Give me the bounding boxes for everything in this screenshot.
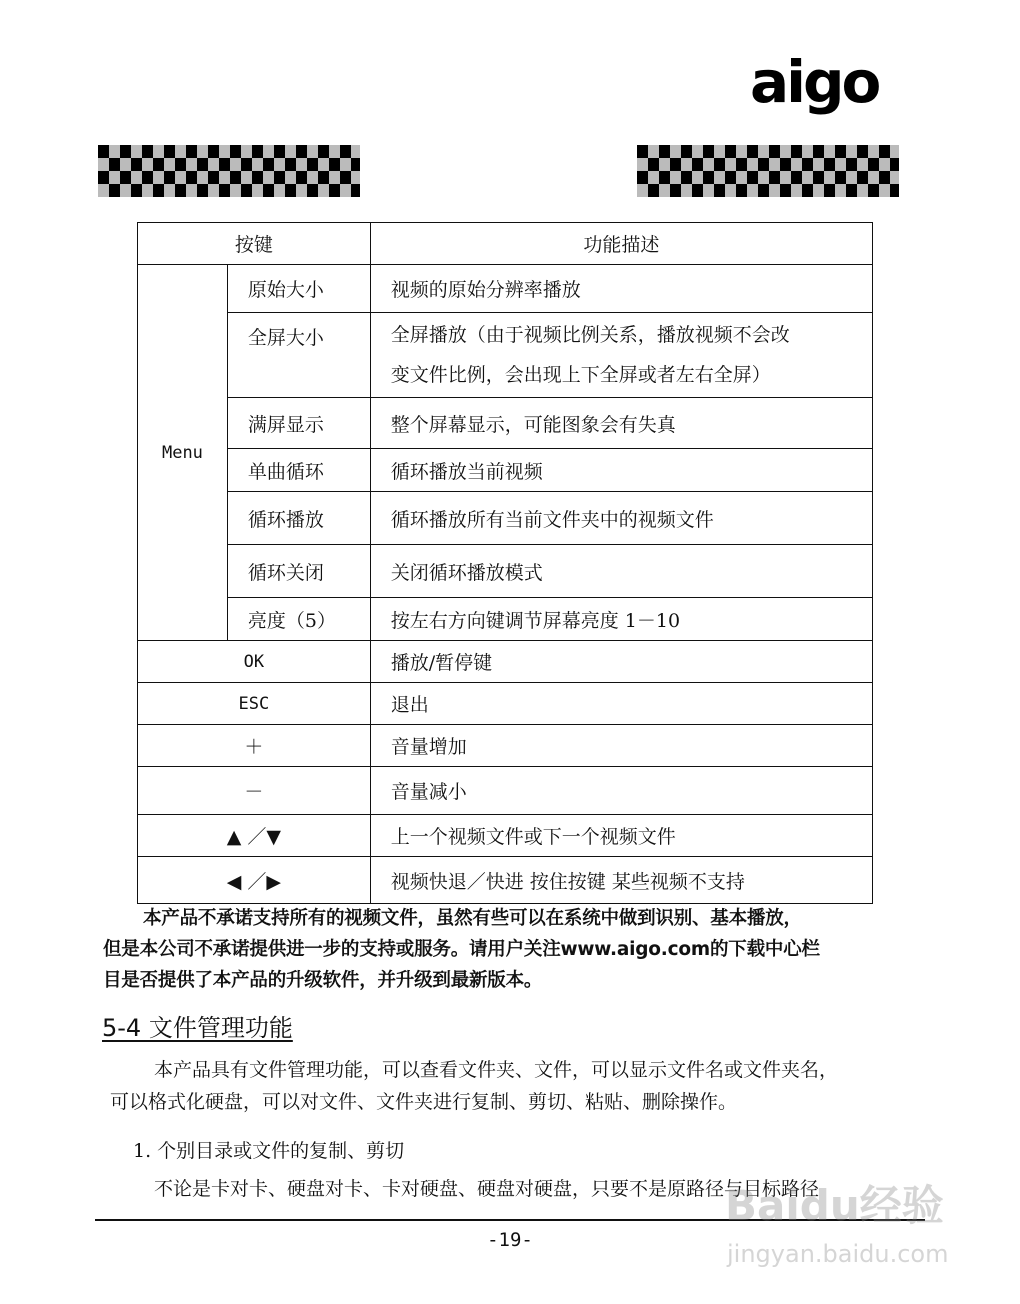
key-label: ＋: [138, 725, 371, 767]
header-key: 按键: [138, 223, 371, 265]
table-row: [138, 641, 873, 683]
menu-option: 亮度（5）: [227, 598, 370, 641]
key-desc: 上一个视频文件或下一个视频文件: [370, 815, 872, 857]
page-number: -19-: [487, 1229, 533, 1251]
menu-option: 单曲循环: [227, 449, 370, 492]
key-label: OK: [138, 641, 371, 683]
table-row: [138, 683, 873, 725]
key-label: ▲ ／▼: [138, 815, 371, 857]
key-desc: 音量减小: [370, 767, 872, 815]
table-row: [138, 767, 873, 815]
watermark-title: Baidu经验: [725, 1181, 944, 1230]
key-label: －: [138, 767, 371, 815]
menu-desc: 循环播放当前视频: [370, 449, 872, 492]
section-paragraph: [110, 1054, 925, 1118]
table-row: [138, 398, 873, 449]
section-paragraph: 不论是卡对卡、硬盘对卡、卡对硬盘、硬盘对硬盘，只要不是原路径与目标路径: [154, 1178, 820, 1200]
key-label: ESC: [138, 683, 371, 725]
table-row: [138, 449, 873, 492]
table-row: [138, 598, 873, 641]
menu-desc-line: 全屏播放（由于视频比例关系，播放视频不会改: [390, 324, 790, 346]
table-row: [138, 313, 873, 398]
baidu-watermark: [715, 1150, 965, 1280]
key-desc: 视频快退／快进 按住按键 某些视频不支持: [370, 857, 872, 904]
table-row: [138, 815, 873, 857]
menu-option: 循环播放: [227, 492, 370, 545]
key-function-table: [137, 222, 873, 904]
menu-option: 全屏大小: [227, 313, 370, 398]
table-row: [138, 265, 873, 313]
aigo-logo: [750, 52, 890, 138]
note-line: 目是否提供了本产品的升级软件，并升级到最新版本。: [103, 970, 543, 991]
paragraph-line: 可以格式化硬盘，可以对文件、文件夹进行复制、剪切、粘贴、删除操作。: [110, 1091, 738, 1113]
menu-desc-line: 变文件比例，会出现上下全屏或者左右全屏）: [390, 364, 771, 386]
table-header-row: [138, 223, 873, 265]
list-item: 1. 个别目录或文件的复制、剪切: [133, 1140, 405, 1162]
section-heading: 5-4 文件管理功能: [102, 1014, 293, 1042]
table-row: [138, 492, 873, 545]
menu-desc: 按左右方向键调节屏幕亮度 1－10: [370, 598, 872, 641]
table-row: [138, 857, 873, 904]
header-desc: 功能描述: [370, 223, 872, 265]
paragraph-line-text: 本产品具有文件管理功能，可以查看文件夹、文件，可以显示文件名或文件夹名，: [154, 1059, 839, 1081]
checker-banner-right: [637, 145, 899, 197]
note-line: [103, 903, 925, 934]
table-row: [138, 725, 873, 767]
key-desc: 退出: [370, 683, 872, 725]
key-desc: 播放/暂停键: [370, 641, 872, 683]
logo-text: aigo: [750, 52, 879, 116]
key-desc: 音量增加: [370, 725, 872, 767]
menu-option: 满屏显示: [227, 398, 370, 449]
menu-desc: [370, 313, 872, 398]
menu-desc: 整个屏幕显示，可能图象会有失真: [370, 398, 872, 449]
watermark-url: jingyan.baidu.com: [727, 1240, 949, 1268]
checker-banner-left: [98, 145, 360, 197]
support-note: [103, 903, 925, 996]
note-line: 但是本公司不承诺提供进一步的支持或服务。请用户关注www.aigo.com的下载中心栏: [103, 939, 820, 960]
table-row: [138, 545, 873, 598]
menu-desc: 循环播放所有当前文件夹中的视频文件: [370, 492, 872, 545]
menu-label: Menu: [138, 265, 228, 641]
key-label: ◀ ／▶: [138, 857, 371, 904]
paragraph-line: [110, 1054, 925, 1086]
menu-option: 循环关闭: [227, 545, 370, 598]
menu-desc: 关闭循环播放模式: [370, 545, 872, 598]
menu-option: 原始大小: [227, 265, 370, 313]
note-line-text: 本产品不承诺支持所有的视频文件，虽然有些可以在系统中做到识别、基本播放，: [143, 908, 802, 929]
menu-desc: 视频的原始分辨率播放: [370, 265, 872, 313]
